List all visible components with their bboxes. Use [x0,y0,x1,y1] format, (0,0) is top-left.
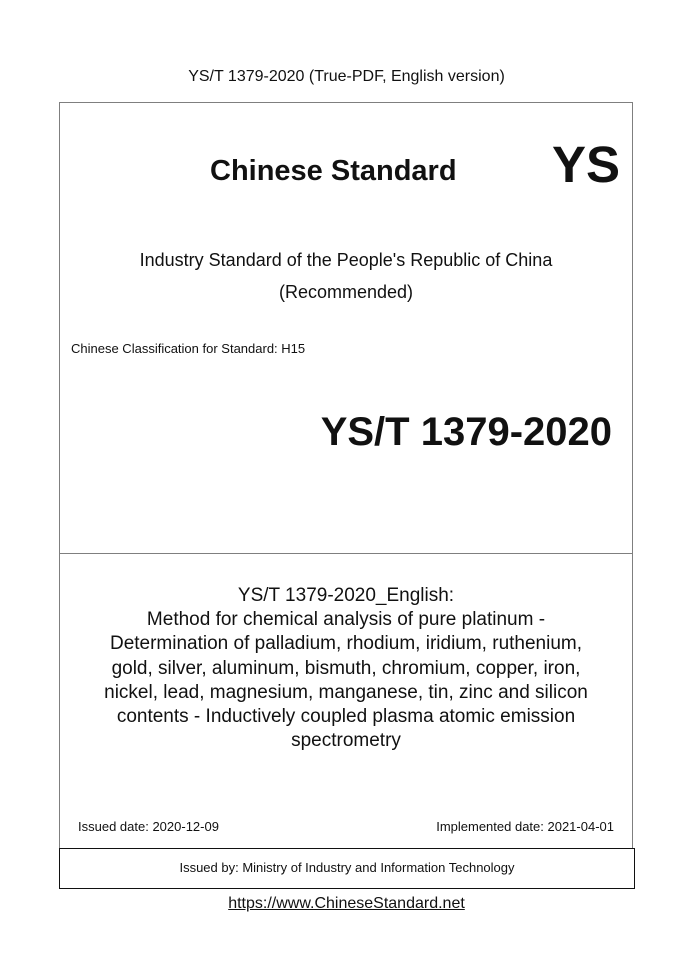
issuer-box: Issued by: Ministry of Industry and Information Technology [59,848,635,889]
title-line: gold, silver, aluminum, bismuth, chromium, copper, iron, [111,657,581,679]
title-line: contents - Inductively coupled plasma atomic emission [116,706,576,728]
title-line: spectrometry [291,730,401,752]
website-link[interactable]: https://www.ChineseStandard.net [228,895,465,912]
industry-standard-line: Industry Standard of the People's Republic of China [139,250,553,270]
brand-code: YS [552,136,621,193]
footer [0,894,693,914]
classification-text: Chinese Classification for Standard: H15 [71,341,306,356]
cover-upper-section [60,103,632,554]
issued-date: Issued date: 2020-12-09 [78,819,219,834]
title-line: YS/T 1379-2020_English: [237,585,455,606]
recommended-label: (Recommended) [278,282,414,302]
document-title [60,584,632,753]
title-line: Method for chemical analysis of pure platinum - [146,609,546,631]
brand-title: Chinese Standard [210,155,457,187]
title-line: Determination of palladium, rhodium, iridium, ruthenium, [109,633,583,655]
standard-number: YS/T 1379-2020 [320,410,612,454]
cover-frame [59,102,633,888]
document-header: YS/T 1379-2020 (True-PDF, English version) [188,68,505,85]
title-line: nickel, lead, magnesium, manganese, tin, zinc and silicon [104,681,588,703]
implemented-date: Implemented date: 2021-04-01 [436,819,614,834]
